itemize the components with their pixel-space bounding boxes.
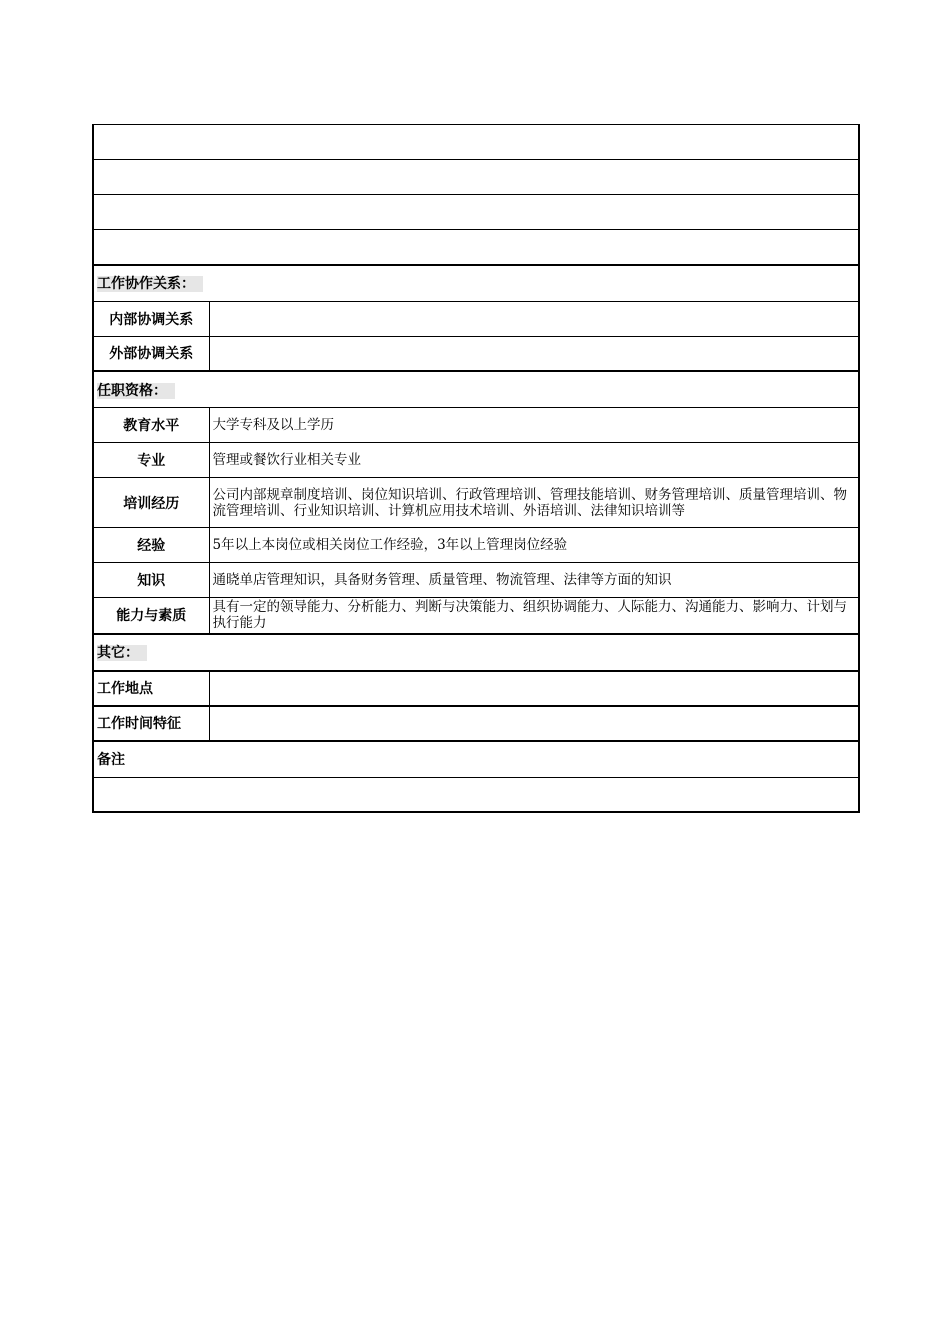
blank-cell: [93, 230, 859, 265]
internal-coordination-value: [209, 301, 859, 336]
ability-value: 具有一定的领导能力、分析能力、判断与决策能力、组织协调能力、人际能力、沟通能力、影响力、计划与执行能力: [209, 598, 859, 634]
section-header-cooperation: [93, 265, 859, 302]
remarks-value: [93, 777, 859, 812]
blank-row: [93, 125, 859, 160]
external-coordination-label: 外部协调关系: [93, 336, 209, 371]
blank-row: [93, 230, 859, 265]
job-description-sheet: [92, 124, 858, 813]
table-row: [93, 598, 859, 634]
knowledge-value: 通晓单店管理知识，具备财务管理、质量管理、物流管理、法律等方面的知识: [209, 563, 859, 598]
education-label: 教育水平: [93, 408, 209, 443]
experience-label: 经验: [93, 528, 209, 563]
job-description-table: [92, 124, 860, 813]
remarks-title: 备注: [93, 741, 859, 778]
ability-label: 能力与素质: [93, 598, 209, 634]
section-title-other: 其它：: [97, 645, 147, 661]
training-value: 公司内部规章制度培训、岗位知识培训、行政管理培训、管理技能培训、财务管理培训、质量管理培训、物流管理培训、行业知识培训、计算机应用技术培训、外语培训、法律知识培训等: [209, 478, 859, 528]
blank-cell: [93, 160, 859, 195]
blank-row: [93, 160, 859, 195]
table-row: [93, 563, 859, 598]
work-time-label: 工作时间特征: [93, 706, 209, 741]
table-row: [93, 706, 859, 741]
major-label: 专业: [93, 443, 209, 478]
section-title-cooperation: 工作协作关系：: [97, 276, 203, 292]
section-header-remarks: [93, 741, 859, 778]
work-time-value: [209, 706, 859, 741]
blank-row: [93, 195, 859, 230]
work-location-value: [209, 671, 859, 706]
section-header-qualification: [93, 371, 859, 408]
table-row: [93, 671, 859, 706]
knowledge-label: 知识: [93, 563, 209, 598]
table-row: [93, 301, 859, 336]
internal-coordination-label: 内部协调关系: [93, 301, 209, 336]
major-value: 管理或餐饮行业相关专业: [209, 443, 859, 478]
remarks-row: [93, 777, 859, 812]
training-label: 培训经历: [93, 478, 209, 528]
table-row: [93, 528, 859, 563]
table-row: [93, 478, 859, 528]
experience-value: 5年以上本岗位或相关岗位工作经验，3年以上管理岗位经验: [209, 528, 859, 563]
table-row: [93, 336, 859, 371]
education-value: 大学专科及以上学历: [209, 408, 859, 443]
section-title-qualification: 任职资格：: [97, 383, 175, 399]
external-coordination-value: [209, 336, 859, 371]
table-row: [93, 408, 859, 443]
section-header-other: [93, 634, 859, 671]
blank-cell: [93, 195, 859, 230]
table-row: [93, 443, 859, 478]
work-location-label: 工作地点: [93, 671, 209, 706]
blank-cell: [93, 125, 859, 160]
